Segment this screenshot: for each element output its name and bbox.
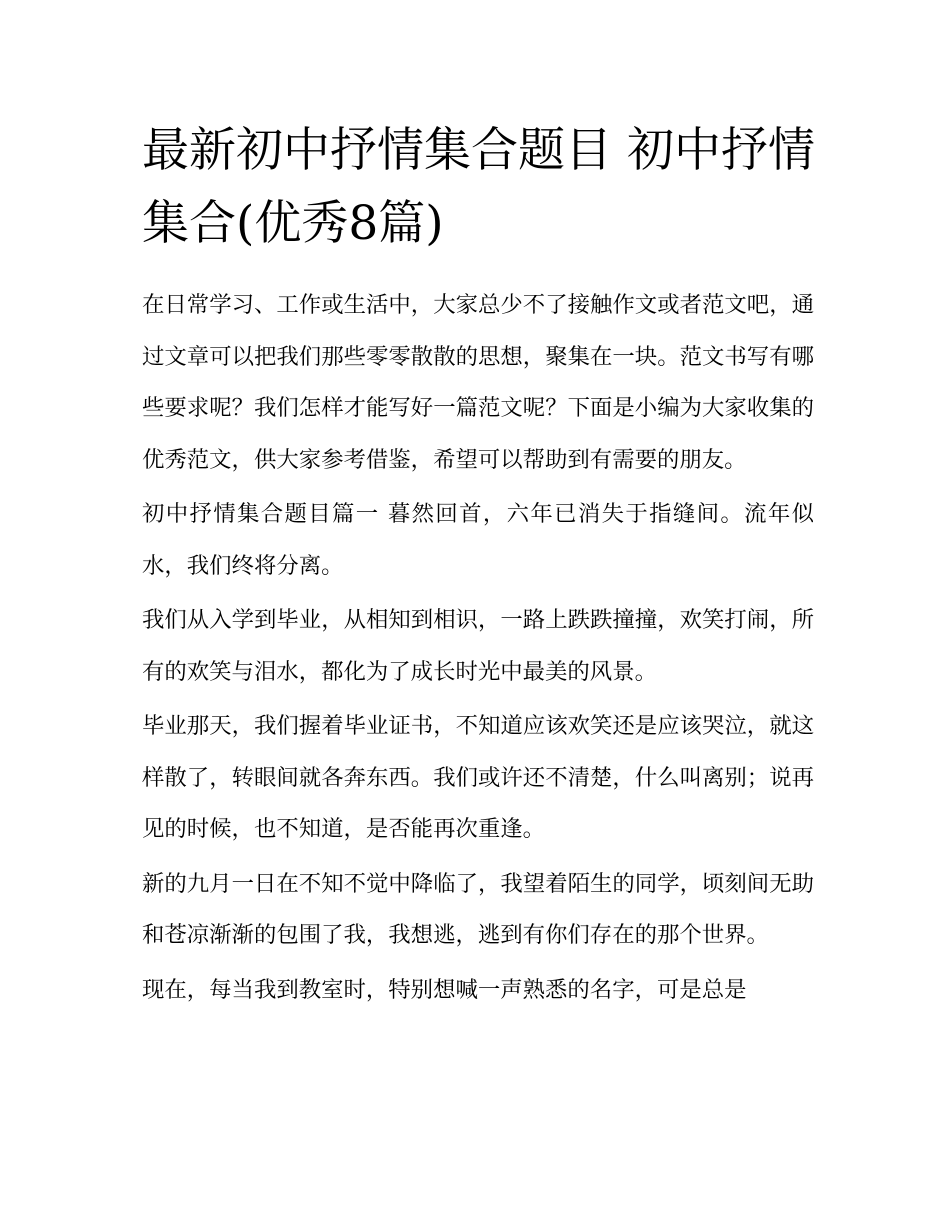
paragraph-chapter-one-opening: 初中抒情集合题目篇一 暮然回首，六年已消失于指缝间。流年似水，我们终将分离。 [142, 501, 814, 579]
paragraph-intro: 在日常学习、工作或生活中，大家总少不了接触作文或者范文吧，通过文章可以把我们那些零零散散的思想，聚集在一块。范文书写有哪些要求呢？我们怎样才能写好一篇范文呢？下面是小编为大家收集的优秀范文，供大家参考借鉴，希望可以帮助到有需要的朋友。 [142, 292, 814, 473]
document-title: 最新初中抒情集合题目 初中抒情集合(优秀8篇) [142, 123, 815, 251]
document-body [142, 280, 814, 1019]
paragraph-new-september: 新的九月一日在不知不觉中降临了，我望着陌生的同学，顷刻间无助和苍凉渐渐的包围了我，我想逃，逃到有你们存在的那个世界。 [142, 870, 814, 948]
paragraph-graduation-day: 毕业那天，我们握着毕业证书，不知道应该欢笑还是应该哭泣，就这样散了，转眼间就各奔东西。我们或许还不清楚，什么叫离别；说再见的时候，也不知道，是否能再次重逢。 [142, 713, 814, 842]
paragraph-school-memories: 我们从入学到毕业，从相知到相识，一路上跌跌撞撞，欢笑打闹，所有的欢笑与泪水，都化为了成长时光中最美的风景。 [142, 607, 814, 685]
paragraph-classroom-now: 现在，每当我到教室时，特别想喊一声熟悉的名字，可是总是 [142, 976, 747, 1003]
